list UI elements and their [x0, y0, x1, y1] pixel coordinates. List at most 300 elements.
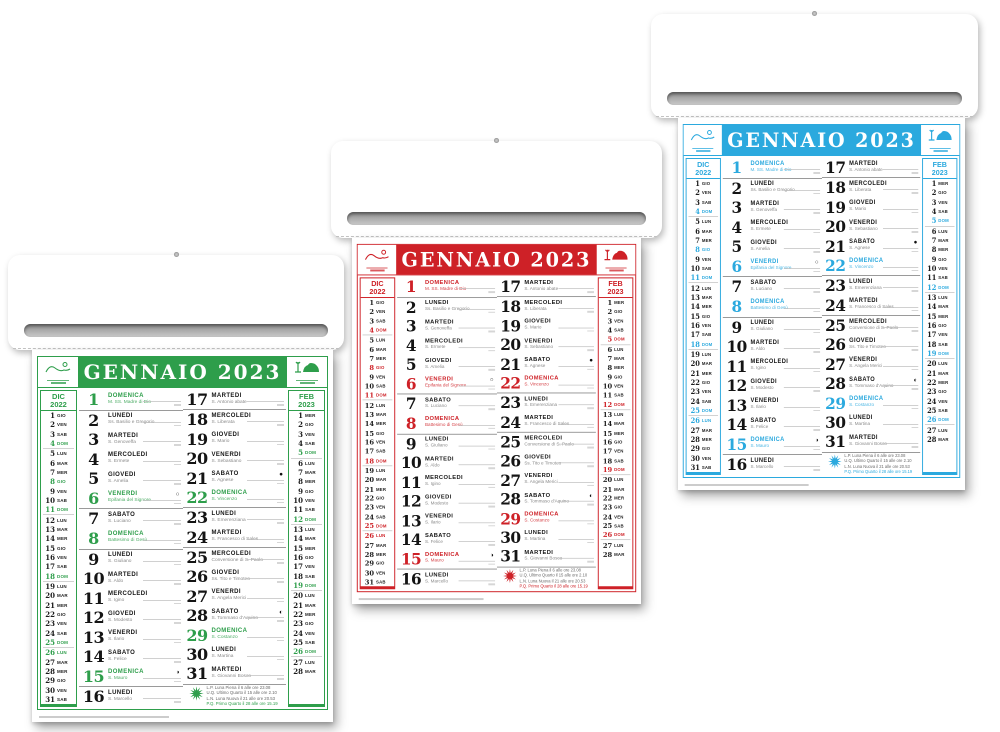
legend-line: L.P. Luna Piena il 6 alle ore 23.08 [844, 452, 906, 458]
mini-day-weekday: GIO [376, 430, 385, 436]
notes-line [459, 386, 495, 387]
saint-name: Battesimo di Gesù [750, 306, 788, 312]
mini-day-number: 22 [927, 377, 937, 387]
logo-caption-mark [51, 382, 66, 384]
mini-day-weekday: LUN [376, 468, 386, 474]
mini-day-weekday: VEN [57, 422, 67, 428]
day-row [397, 492, 496, 511]
day-name: MARTEDI [849, 160, 878, 167]
mini-day-weekday: SAB [57, 431, 68, 437]
mini-day-number: 27 [690, 425, 700, 435]
mini-day-weekday: LUN [376, 337, 386, 343]
mini-day-number: 16 [364, 437, 375, 447]
notes-line [247, 539, 284, 540]
day-row [397, 375, 496, 395]
day-number: 4 [88, 449, 99, 469]
day-name: MARTEDI [524, 549, 554, 556]
mini-day-number: 7 [695, 236, 700, 245]
mini-day-row [925, 425, 955, 434]
right-logo [597, 245, 635, 275]
legend-line: P.Q. Primo Quarto il 28 alle ore 15.19 [519, 583, 588, 589]
mini-month-label: DIC [52, 392, 65, 401]
devil-trident-logo-icon [604, 248, 629, 266]
mini-day-number: 22 [364, 493, 375, 503]
moon-legend [183, 685, 287, 707]
day-name: LUNEDI [211, 510, 237, 517]
saint-name: S. Aldo [424, 462, 440, 468]
day-body [849, 217, 920, 236]
mini-day-number: 13 [690, 292, 700, 302]
moon-phase-icon: ○ [175, 491, 180, 499]
mini-day-number: 9 [931, 254, 937, 264]
day-body [212, 567, 287, 586]
day-body [849, 237, 920, 256]
day-body [750, 376, 821, 396]
day-row [397, 317, 496, 336]
mini-day-weekday: MER [57, 668, 68, 674]
mini-day-row [291, 420, 322, 429]
mini-day-number: 20 [364, 475, 375, 485]
mini-day-weekday: DOM [57, 441, 69, 447]
day-name: MARTEDI [108, 571, 139, 578]
perforation-line [13, 348, 339, 349]
mini-day-row [688, 425, 718, 434]
day-name: GIOVEDI [750, 378, 777, 385]
day-name: DOMENICA [211, 628, 248, 634]
mini-day-weekday: SAB [57, 564, 68, 570]
saint-name: M. SS. Madre di Dio [108, 399, 151, 405]
notes-line [784, 407, 820, 408]
day-body [849, 158, 920, 177]
mini-month-label: FEB [299, 392, 314, 401]
printed-area [32, 350, 333, 722]
mini-day-row [291, 638, 322, 647]
month-title: GENNAIO 2023 [722, 125, 921, 155]
day-body [425, 298, 497, 317]
mini-day-number: 25 [364, 521, 375, 531]
day-number: 16 [400, 569, 422, 589]
mini-day-row [688, 416, 718, 425]
mini-day-row [601, 363, 631, 372]
day-number: 5 [405, 355, 417, 375]
notes-line [459, 522, 495, 523]
saint-name: S. Genoveffa [750, 207, 778, 213]
mini-day-weekday: GIO [938, 389, 947, 395]
day-name: MARTEDI [849, 298, 878, 305]
day-body [212, 528, 287, 547]
day-row [397, 531, 496, 550]
moon-phase-icon: ◐ [913, 376, 918, 384]
day-body [212, 626, 287, 645]
day-name: DOMENICA [750, 437, 785, 444]
hanger-slot[interactable] [24, 324, 328, 337]
legend-line: L.N. Luna Nuova il 21 alle ore 20.53 [844, 463, 910, 469]
mini-day-row [925, 349, 955, 359]
sun-times-mark [277, 620, 284, 622]
day-body [425, 317, 497, 336]
mini-day-weekday: MAR [701, 228, 713, 234]
sun-times-mark [488, 428, 495, 429]
right-logo [287, 357, 327, 387]
saint-name: S. Costanzo [211, 635, 238, 640]
day-number: 18 [500, 297, 521, 317]
days-column-1-16 [723, 158, 822, 475]
mini-day-weekday: SAB [376, 448, 386, 454]
mini-month-label: DIC [697, 160, 710, 169]
notes-line [247, 441, 284, 442]
mini-day-number: 8 [607, 363, 613, 373]
day-row [723, 257, 822, 278]
day-row [397, 570, 496, 589]
mini-day-weekday: GIO [938, 322, 947, 328]
mini-month-next-column [598, 277, 634, 589]
sun-times-mark [488, 291, 495, 292]
moon-phase-icon: ◐ [279, 608, 283, 616]
days-column-1-16 [79, 390, 183, 707]
sun-times-mark [488, 584, 495, 585]
mini-day-row [363, 345, 393, 354]
mini-day-weekday: GIO [701, 247, 711, 253]
day-name: MARTEDI [524, 415, 554, 422]
mini-day-number: 29 [45, 676, 55, 686]
mini-day-number: 28 [293, 666, 303, 676]
mini-day-number: 15 [690, 311, 700, 321]
mini-day-row [925, 264, 955, 273]
day-number: 31 [186, 664, 208, 684]
mini-day-row [43, 638, 74, 648]
day-body [524, 297, 596, 316]
mini-day-number: 28 [927, 434, 937, 444]
day-row [183, 469, 287, 488]
mini-day-row [925, 330, 955, 339]
day-name: VENERDI [524, 473, 553, 480]
mini-day-number: 20 [690, 359, 700, 369]
mini-day-row [363, 391, 393, 401]
mini-day-weekday: LUN [701, 418, 712, 424]
mini-day-number: 4 [695, 207, 700, 217]
mini-month-label: FEB [608, 279, 623, 289]
day-number: 8 [405, 414, 417, 433]
day-body [750, 198, 821, 218]
mini-day-weekday: GIO [57, 678, 66, 684]
day-number: 15 [726, 434, 747, 454]
mini-day-weekday: GIO [701, 313, 711, 319]
day-body [212, 587, 287, 606]
mini-day-row [43, 411, 74, 420]
saint-name: S. Francesco di Sales [211, 537, 259, 543]
days-column-1-16 [397, 277, 496, 589]
day-body [212, 606, 287, 625]
moon-landscape-logo-icon [690, 129, 715, 147]
saint-name: S. Amelia [108, 478, 129, 484]
title-row [684, 125, 960, 156]
sun-times-mark [488, 544, 495, 545]
saint-name: S. Sebastiano [211, 458, 242, 464]
sun-icon [502, 568, 516, 588]
mini-day-number: 9 [369, 372, 375, 382]
mini-day-number: 22 [602, 493, 613, 503]
hanger-slot[interactable] [347, 212, 646, 225]
day-name: GIOVEDI [849, 200, 876, 207]
mini-day-row [43, 657, 74, 666]
sun-times-mark [174, 661, 181, 663]
mini-day-row [43, 534, 74, 543]
day-number: 6 [405, 374, 417, 394]
saint-name: S. Antonio abate [849, 167, 883, 173]
day-body [849, 335, 920, 354]
sun-icon [189, 686, 204, 706]
mini-day-weekday: SAB [376, 579, 386, 585]
day-name: VENERDI [750, 259, 779, 266]
print-frame [683, 124, 960, 478]
mini-day-weekday: GIO [938, 190, 947, 196]
day-name: VENERDI [750, 398, 779, 405]
notes-line [143, 461, 180, 462]
saint-name: S. Angela Merici [849, 364, 883, 370]
sun-times-mark [912, 212, 919, 214]
day-name: SABATO [524, 492, 551, 499]
day-name: GIOVEDI [524, 318, 552, 325]
mini-day-number: 3 [931, 197, 937, 207]
print-frame [37, 356, 328, 710]
main-days-grid [723, 158, 920, 475]
mini-day-weekday: MER [614, 300, 625, 305]
mini-day-weekday: VEN [701, 389, 712, 395]
saint-name: S. Antonio abate [524, 286, 559, 292]
mini-day-number: 5 [298, 448, 303, 458]
mini-day-row [363, 336, 393, 345]
mini-day-number: 14 [293, 534, 303, 544]
mini-day-number: 1 [931, 179, 937, 189]
day-row [183, 664, 287, 684]
saint-name: S. Giovanni Bosco [211, 673, 251, 679]
mini-day-row [925, 236, 955, 245]
mini-day-weekday: MER [614, 430, 625, 436]
mini-day-row [363, 531, 393, 540]
calendar-sheet [678, 118, 965, 490]
mini-day-weekday: LUN [701, 219, 712, 225]
mini-day-number: 5 [931, 216, 937, 226]
mini-day-row [291, 487, 322, 496]
mini-day-number: 6 [50, 458, 55, 468]
day-name: MARTEDI [424, 455, 454, 462]
day-body [524, 433, 596, 452]
mini-day-number: 8 [931, 245, 937, 255]
mini-day-row [43, 628, 74, 637]
day-number: 27 [500, 470, 521, 490]
mini-day-weekday: SAB [701, 265, 712, 271]
mini-day-row [363, 447, 393, 456]
hanger-hole [812, 11, 817, 16]
mini-day-row [43, 685, 74, 694]
mini-day-number: 6 [369, 344, 375, 354]
day-row [397, 414, 496, 434]
mini-day-number: 1 [369, 298, 375, 307]
day-body [425, 277, 497, 296]
day-number: 17 [500, 277, 521, 297]
notes-line [247, 480, 284, 481]
day-name: VENERDI [849, 219, 878, 226]
mini-day-row [601, 438, 631, 447]
saint-name: S. Angela Merici [524, 480, 558, 486]
day-number: 12 [82, 608, 105, 628]
sun-times-mark [912, 408, 919, 410]
notes-line [459, 561, 495, 562]
mini-day-weekday: GIO [305, 554, 314, 560]
sun-times-mark [912, 427, 919, 429]
sun-times-mark [174, 404, 181, 406]
calendar-content [358, 275, 635, 589]
mini-day-weekday: MER [57, 602, 68, 608]
moon-phase-icon: ◑ [489, 552, 494, 560]
notes-line [784, 446, 820, 447]
mini-day-number: 11 [927, 273, 937, 283]
day-row [497, 297, 596, 316]
notes-line [883, 366, 919, 367]
day-number: 21 [825, 236, 846, 256]
mini-month-prev-column [40, 390, 77, 707]
day-body [849, 316, 920, 335]
day-body [750, 237, 821, 257]
saint-name: S. Marcello [750, 464, 774, 470]
day-row [79, 529, 183, 550]
day-name: LUNEDI [424, 300, 449, 306]
mini-day-row [291, 411, 322, 420]
mini-day-number: 10 [690, 263, 700, 273]
day-number: 24 [186, 527, 208, 547]
mini-day-number: 16 [602, 437, 613, 447]
day-body [750, 435, 821, 455]
day-name: MERCOLEDI [524, 435, 563, 442]
sun-times-mark [813, 429, 820, 431]
day-name: LUNEDI [424, 436, 449, 443]
saint-name: Ss. Tito e Timoteo [849, 344, 886, 350]
mini-day-weekday: DOM [57, 507, 69, 513]
saint-name: S. Ilario [108, 637, 125, 643]
sun-times-mark [587, 349, 594, 350]
day-number: 15 [82, 666, 105, 686]
mini-day-row [688, 406, 718, 416]
saint-name: S. Ermete [424, 345, 446, 351]
day-row [397, 454, 496, 473]
mini-day-number: 20 [602, 475, 613, 485]
mini-day-number: 9 [695, 254, 700, 264]
day-row [79, 589, 183, 609]
moon-landscape-logo-icon [364, 248, 389, 266]
day-number: 22 [500, 373, 521, 393]
mini-day-weekday: VEN [305, 564, 315, 570]
sun-times-mark [912, 192, 919, 194]
mini-day-row [688, 217, 718, 226]
day-row [822, 276, 921, 295]
mini-month-next-column [288, 390, 325, 707]
day-name: DOMENICA [108, 531, 144, 538]
sun-times-mark [174, 503, 181, 505]
day-body [425, 395, 497, 414]
mini-day-number: 2 [931, 188, 937, 198]
mini-day-number: 15 [602, 428, 613, 438]
mini-day-row [43, 439, 74, 449]
mini-day-weekday: MAR [305, 602, 316, 608]
mini-day-row [688, 453, 718, 462]
mini-day-number: 31 [45, 694, 55, 704]
day-body [108, 687, 183, 707]
printed-area [678, 118, 965, 490]
mini-day-weekday: SAB [614, 392, 624, 398]
mini-day-row [925, 387, 955, 396]
mini-day-number: 29 [690, 444, 700, 454]
days-column-17-31 [497, 277, 596, 589]
saint-name: S. Agnese [849, 246, 871, 251]
sun-times-mark [277, 483, 284, 485]
day-number: 14 [82, 647, 105, 667]
mini-day-number: 22 [690, 377, 700, 387]
notes-line [459, 464, 495, 465]
day-name: SABATO [424, 397, 452, 404]
mini-day-row [601, 512, 631, 521]
day-number: 23 [186, 508, 208, 528]
day-body [425, 511, 497, 530]
mini-day-number: 10 [293, 495, 303, 505]
day-number: 14 [726, 415, 747, 435]
sun-times-mark [174, 603, 181, 605]
mini-month-header [599, 278, 633, 298]
mini-day-weekday: MER [57, 470, 68, 475]
day-number: 11 [400, 472, 422, 492]
hanger-slot[interactable] [667, 92, 962, 105]
saint-name: S. Igino [108, 598, 125, 604]
notes-line [558, 327, 594, 328]
mini-day-row [688, 255, 718, 264]
mini-day-number: 10 [364, 381, 375, 391]
day-row [822, 413, 921, 432]
day-row [822, 237, 921, 256]
notes-line [143, 678, 180, 679]
mini-day-weekday: MAR [376, 542, 387, 548]
saint-name: S. Modesto [108, 617, 133, 623]
mini-day-number: 19 [45, 581, 55, 591]
mini-day-number: 1 [50, 411, 55, 421]
day-row [183, 626, 287, 645]
sun-times-mark [488, 331, 495, 332]
mini-day-row [925, 188, 955, 197]
day-row [497, 277, 596, 297]
day-row [79, 430, 183, 450]
day-row [183, 645, 287, 664]
mini-day-row [291, 667, 322, 676]
mini-day-row [925, 282, 955, 292]
mini-day-row [925, 302, 955, 311]
day-body [425, 414, 497, 433]
mini-day-row [925, 293, 955, 302]
day-body [425, 473, 497, 492]
saint-name: S. Francesco di Sales [849, 305, 894, 311]
day-number: 3 [731, 198, 742, 218]
day-name: MARTEDI [750, 200, 780, 207]
mini-day-row [43, 571, 74, 581]
mini-day-row [363, 381, 393, 390]
saint-name: S. Modesto [424, 501, 449, 507]
mini-day-weekday: MER [305, 611, 316, 617]
day-name: DOMENICA [108, 669, 144, 676]
saint-name: Battesimo di Gesù [424, 423, 463, 429]
day-row [79, 509, 183, 529]
mini-day-number: 3 [607, 316, 613, 326]
mini-day-number: 20 [293, 591, 303, 601]
day-number: 18 [825, 178, 846, 198]
day-number: 1 [88, 390, 99, 409]
mini-day-weekday: GIO [57, 611, 66, 617]
